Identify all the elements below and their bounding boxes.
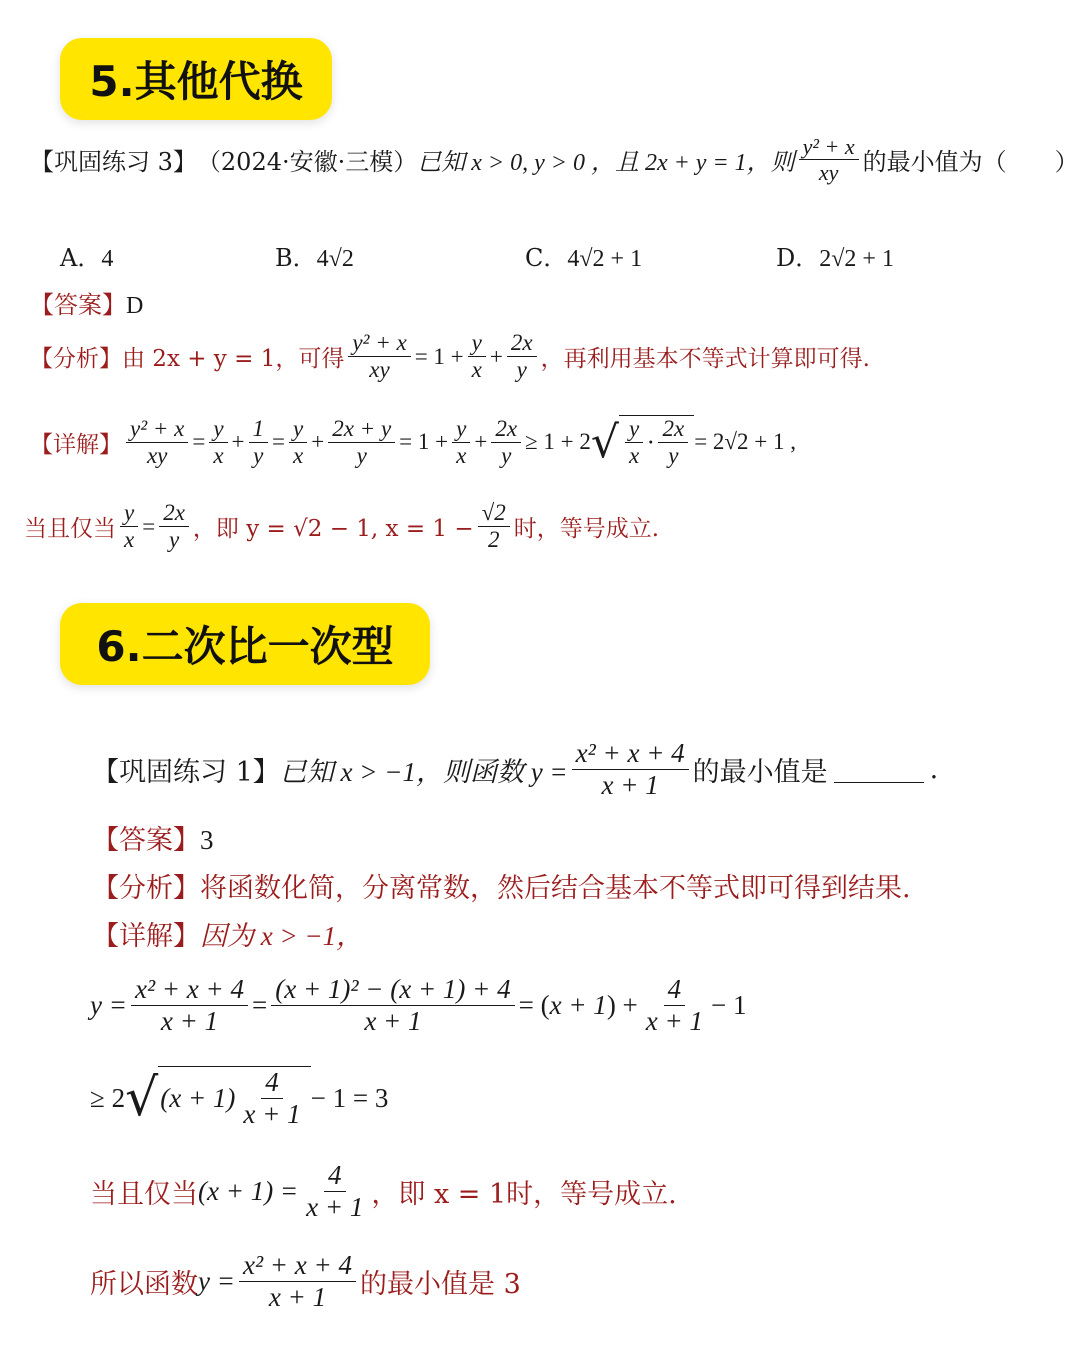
answer-tag: 【答案】: [92, 825, 200, 856]
section-6-conclusion: 所以函数 y = $\frac{\text{x² + x + 4}}{x + 1}$ 的最小值是 3: [90, 1250, 521, 1313]
analysis-frac-3: $\frac{2x}{y}$: [507, 330, 537, 384]
detail-frac: $\frac{2x}{y}$: [491, 416, 521, 470]
fraction-denominator: x + 1: [601, 770, 659, 801]
option-label: C．: [525, 244, 568, 272]
problem-text: 已知 x > 0, y > 0 ，且 2x + y = 1，则: [417, 150, 795, 177]
detail-frac: $\frac{1}{y}$: [249, 416, 269, 470]
equality-mid: ，即 y = √2 − 1, x = 1 −: [192, 516, 474, 543]
section-6-equality: 当且仅当 (x + 1) = $\frac{4}{x + 1}$ ，即 x = 1时，等号成立.: [90, 1160, 677, 1223]
equality-frac: $\frac{4}{x + 1}$: [306, 1160, 364, 1223]
equation-line-1: y = $\frac{\text{x² + x + 4}}{x + 1}$ = $\frac{\text{(x + 1)² − (x + 1) + 4}}{x + 1}$ = ( x + 1 ) + $\frac{4}{x + 1}$ − 1: [90, 974, 747, 1037]
detail-sqrt: √ $\frac{y}{x}$ · $\frac{2x}{y}$: [591, 415, 694, 470]
option-c: [525, 238, 642, 273]
eq-sqrt: √ (x + 1) $\frac{4}{x + 1}$: [125, 1066, 311, 1130]
section-6-problem: 【巩固练习 1】 已知 x > −1，则函数 y = $\frac{\text{x² + x + 4}}{x + 1}$ 的最小值是 .: [92, 738, 939, 801]
eq-frac: $\frac{\text{(x + 1)² − (x + 1) + 4}}{x + 1}$: [271, 974, 514, 1037]
detail-frac: $\frac{\text{y² + x}}{xy}$: [126, 416, 188, 470]
answer-tag: 【答案】: [30, 291, 126, 319]
section-6-title: 6.二次比一次型: [96, 622, 394, 671]
problem-tag: 【巩固练习 1】: [92, 757, 280, 789]
analysis-frac-1: $\frac{\text{y² + x}}{xy}$: [348, 330, 410, 384]
problem-source: （2024·安徽·三模）: [196, 148, 418, 177]
section-5-answer: [30, 285, 143, 320]
option-label: D．: [776, 244, 820, 272]
detail-tag: 【详解】: [92, 921, 200, 952]
section-6-answer: [92, 818, 214, 857]
detail-text: 因为 x > −1，: [200, 921, 364, 951]
option-value: 4√2: [316, 246, 354, 272]
equality-frac: $\frac{√2}{2}$: [478, 500, 510, 554]
equality-frac: $\frac{y}{x}$: [120, 500, 138, 554]
option-d: [776, 238, 894, 273]
option-b: [275, 238, 354, 273]
problem-tail: 的最小值为（ ）: [862, 148, 1079, 177]
equality-pre: 当且仅当: [90, 1179, 198, 1211]
section-5-problem: [30, 134, 1079, 186]
problem-fraction: [572, 738, 689, 801]
section-6-detail: [92, 914, 363, 953]
detail-frac: $\frac{y}{x}$: [452, 416, 470, 470]
option-label: B．: [275, 244, 317, 272]
analysis-pre: 由 2x + y = 1，可得: [122, 346, 345, 373]
fraction-numerator: y² + x: [799, 134, 859, 160]
analysis-post: ，再利用基本不等式计算即可得.: [540, 346, 870, 373]
section-5-analysis: 【分析】 由 2x + y = 1，可得 $\frac{\text{y² + x}}{xy}$ = 1 + $\frac{y}{x}$ + $\frac{2x}{y}$ ，再利用基本不等式计算即可得.: [30, 330, 870, 383]
option-value: 4: [101, 246, 114, 272]
analysis-tag: 【分析】: [30, 346, 122, 373]
eq-frac: $\frac{\text{x² + x + 4}}{x + 1}$: [131, 974, 248, 1037]
analysis-text: 将函数化简，分离常数，然后结合基本不等式即可得到结果.: [200, 873, 911, 904]
problem-tail: 的最小值是: [692, 757, 828, 789]
answer-value: D: [126, 293, 144, 319]
answer-blank: [834, 756, 924, 783]
analysis-frac-2: $\frac{y}{x}$: [468, 330, 486, 384]
section-6-banner: [60, 603, 430, 685]
conclusion-pre: 所以函数: [90, 1269, 198, 1301]
fraction-numerator: x² + x + 4: [572, 738, 689, 770]
section-5-equality: 当且仅当 $\frac{y}{x}$ = $\frac{2x}{y}$ ，即 y = √2 − 1, x = 1 − $\frac{√2}{2}$ 时，等号成立.: [24, 500, 660, 553]
section-6-analysis: [92, 866, 911, 905]
section-5-banner: [60, 38, 332, 120]
detail-frac: $\frac{y}{x}$: [289, 416, 307, 470]
problem-text: 已知 x > −1，则函数 y =: [279, 757, 568, 788]
option-a: [60, 238, 113, 273]
analysis-tag: 【分析】: [92, 873, 200, 904]
option-label: A．: [60, 244, 102, 272]
conclusion-frac: $\frac{\text{x² + x + 4}}{x + 1}$: [239, 1250, 356, 1313]
option-value: 4√2 + 1: [567, 246, 643, 272]
answer-value: 3: [200, 825, 214, 855]
section-5-title: 5.其他代换: [89, 57, 303, 106]
problem-tag: 【巩固练习 3】: [30, 148, 197, 177]
conclusion-post: 的最小值是 3: [359, 1269, 521, 1301]
problem-fraction: [799, 134, 859, 186]
equality-post: ，即 x = 1时，等号成立.: [371, 1179, 677, 1211]
option-value: 2√2 + 1: [819, 246, 894, 272]
equation-line-2: ≥ 2 √ (x + 1) $\frac{4}{x + 1}$ − 1 = 3: [90, 1067, 389, 1130]
equality-frac: $\frac{2x}{y}$: [159, 500, 189, 554]
fraction-denominator: xy: [818, 160, 839, 186]
detail-frac: $\frac{y}{x}$: [209, 416, 227, 470]
eq-frac: $\frac{4}{x + 1}$: [645, 974, 703, 1037]
equality-pre: 当且仅当: [24, 516, 116, 543]
equality-post: 时，等号成立.: [513, 516, 660, 543]
detail-tag: 【详解】: [30, 431, 122, 458]
detail-frac: $\frac{2x + y}{y}$: [328, 416, 395, 470]
section-5-detail: 【详解】 $\frac{\text{y² + x}}{xy}$ = $\frac{y}{x}$ + $\frac{1}{y}$ = $\frac{y}{x}$ + $\frac{2x + y}{y}$ = 1 + $\frac{y}{x}$ + $\frac{2x}{y}$ ≥ 1 + 2 √ $\frac{y}{x}$ · $\frac{2x}{y}$ = 2√2 + 1 ,: [30, 415, 797, 469]
